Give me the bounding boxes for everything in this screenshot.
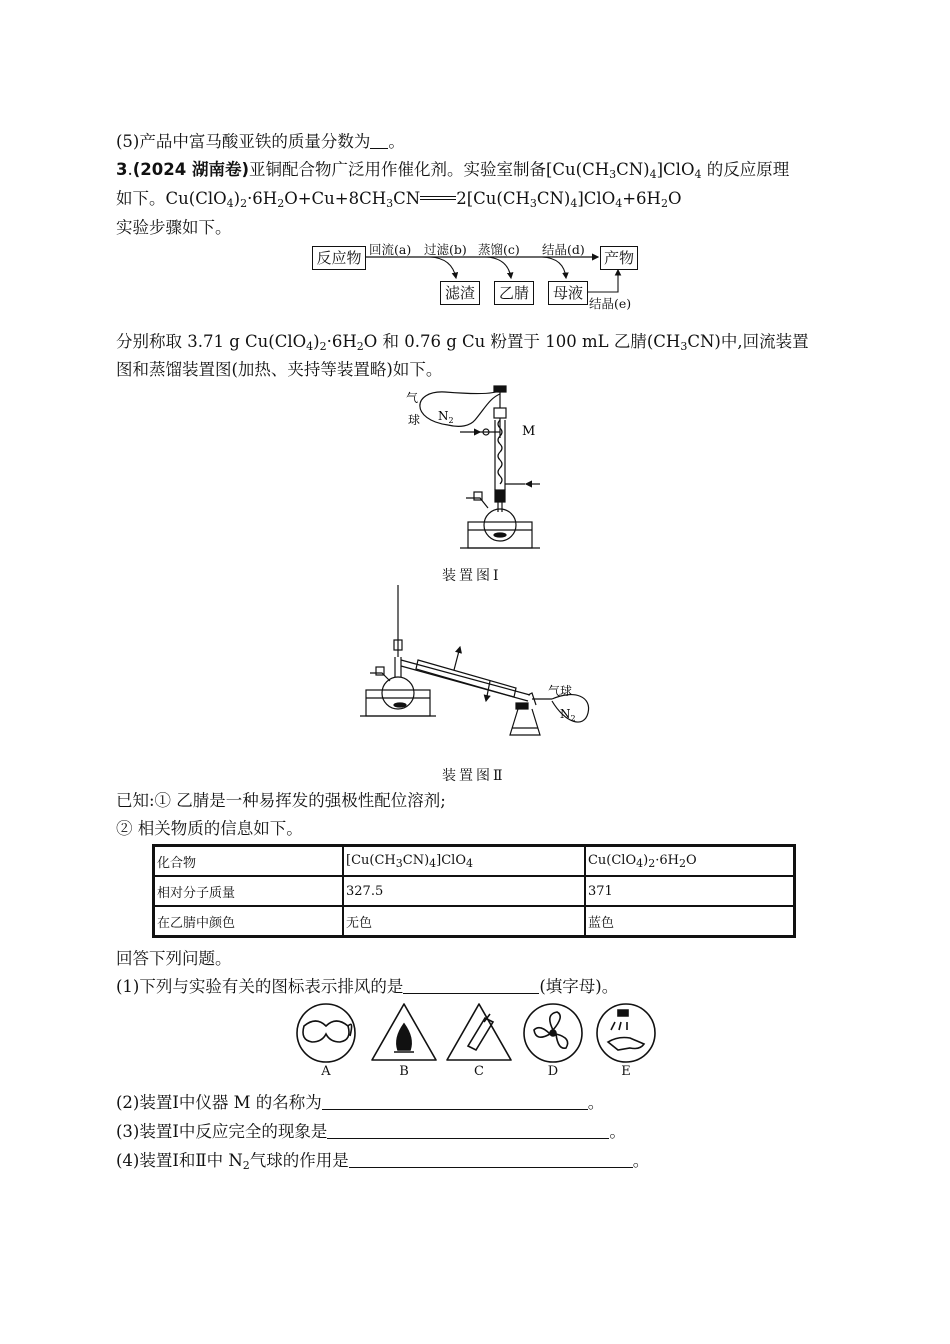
fig2-balloon-label: 气球 [548, 684, 573, 698]
flow-step-e: 结晶(e) [589, 296, 632, 311]
flow-residue: 滤渣 [440, 281, 480, 305]
question-2: (2)装置Ⅰ中仪器 M 的名称为 。 [116, 1093, 605, 1112]
weigh-line2: 图和蒸馏装置图(加热、夹持等装置略)如下。 [116, 360, 443, 379]
table-row [154, 906, 795, 937]
fig2-n2-label: $N_2$ [560, 707, 576, 723]
table-header-compound: 化合物 [154, 846, 344, 877]
table-cell: 371 [585, 876, 795, 906]
compound-info-table [152, 844, 796, 938]
flow-step-a: 回流(a) [369, 242, 412, 257]
exhaust-fan-icon [524, 1004, 582, 1062]
goggles-icon [297, 1004, 355, 1062]
flow-step-b: 过滤(b) [424, 242, 467, 257]
table-cell: 无色 [343, 906, 585, 937]
figure1-caption: 装置图Ⅰ [442, 568, 502, 584]
q3-line1: 3.(2024 湖南卷)亚铜配合物广泛用作催化剂。实验室制备$[Cu(CH_3CN)_4]ClO_4$ 的反应原理 [116, 160, 790, 181]
questions-intro: 回答下列问题。 [116, 949, 232, 968]
table-row [154, 846, 795, 877]
hand-wash-icon [597, 1004, 655, 1062]
apparatus-figure-1 [400, 380, 560, 560]
icon-label-c: C [474, 1064, 484, 1079]
flow-step-d: 结晶(d) [542, 242, 585, 257]
steps-label: 实验步骤如下。 [116, 218, 232, 237]
table-cell: 蓝色 [585, 906, 795, 937]
table-cell: 327.5 [343, 876, 585, 906]
table-cell: 相对分子质量 [154, 876, 344, 906]
q3-reaction-line: 如下。$Cu(ClO_4)_2\cdot 6H_2O+Cu+8CH_3CN$ $2[Cu(CH_3CN)_4]ClO_4+6H_2O$ [116, 189, 682, 210]
fig1-balloon-qiu: 球 [408, 413, 421, 427]
flow-acetonitrile: 乙腈 [494, 281, 534, 305]
q5-answer-blank[interactable] [370, 132, 388, 149]
q4-answer-blank[interactable] [349, 1151, 633, 1168]
flow-mother-liquor: 母液 [548, 281, 588, 305]
question-4: (4)装置Ⅰ和Ⅱ中 $N_2$气球的作用是 。 [116, 1151, 650, 1172]
known-line1: 已知:① 乙腈是一种易挥发的强极性配位溶剂; [116, 791, 446, 810]
apparatus-figure-2 [360, 585, 600, 755]
q2-answer-blank[interactable] [322, 1093, 588, 1110]
icon-label-e: E [621, 1064, 631, 1079]
table-row [154, 876, 795, 906]
weigh-line1: 分别称取 3.71 g $Cu(ClO_4)_2\cdot 6H_2O$ 和 0.76 g Cu 粉置于 100 mL 乙腈$(CH_3CN)$中,回流装置 [116, 332, 809, 353]
icon-label-d: D [547, 1064, 559, 1079]
flow-product: 产物 [600, 246, 638, 270]
icon-label-b: B [399, 1064, 409, 1079]
q1-answer-blank[interactable] [403, 977, 539, 994]
corrosive-icon [447, 1004, 511, 1060]
question-1: (1)下列与实验有关的图标表示排风的是 (填字母)。 [116, 977, 619, 996]
fig1-n2-label: $N_2$ [438, 409, 454, 425]
safety-icons [290, 1000, 660, 1068]
table-header-complex: $[Cu(CH_3CN)_4]ClO_4$ [343, 846, 585, 877]
flame-icon [372, 1004, 436, 1060]
flow-step-c: 蒸馏(c) [478, 242, 520, 257]
table-cell: 在乙腈中颜色 [154, 906, 344, 937]
fig1-label-M: M [522, 424, 536, 439]
flow-arrows [300, 240, 660, 320]
figure2-caption: 装置图Ⅱ [442, 768, 506, 784]
icon-label-a: A [321, 1064, 331, 1079]
q3-answer-blank[interactable] [327, 1122, 609, 1139]
fig1-balloon-qi: 气 [406, 391, 419, 405]
question-3: (3)装置Ⅰ中反应完全的现象是 。 [116, 1122, 626, 1141]
known-line2: ② 相关物质的信息如下。 [116, 819, 303, 838]
flow-reactant: 反应物 [312, 246, 366, 270]
table-header-salt: $Cu(ClO_4)_2\cdot 6H_2O$ [585, 846, 795, 877]
q5-line: (5)产品中富马酸亚铁的质量分数为 。 [116, 132, 405, 151]
